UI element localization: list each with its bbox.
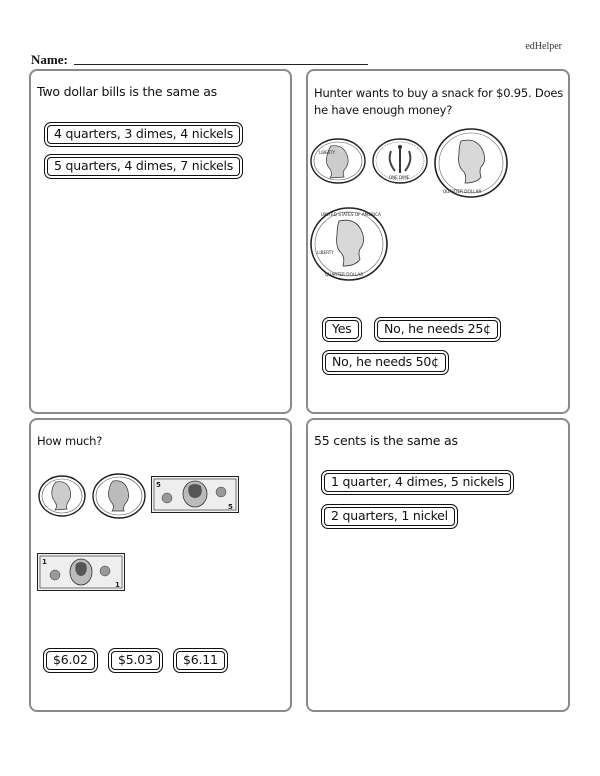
svg-text:ONE DIME: ONE DIME (389, 175, 410, 180)
dime-icon (37, 474, 87, 518)
question-text: How much? (37, 434, 103, 448)
dime-icon (309, 137, 367, 185)
svg-text:QUARTER DOLLAR: QUARTER DOLLAR (443, 189, 482, 194)
question-panel-2 (306, 69, 570, 414)
question-text: Two dollar bills is the same as (37, 84, 217, 99)
dime-reverse-icon (371, 137, 429, 185)
five-dollar-bill-icon (151, 476, 239, 513)
svg-text:UNITED STATES OF AMERICA: UNITED STATES OF AMERICA (321, 212, 381, 217)
svg-text:LIBERTY: LIBERTY (317, 250, 334, 255)
answer-option[interactable]: $6.02 (43, 648, 98, 673)
answer-option[interactable]: 2 quarters, 1 nickel (321, 504, 458, 529)
answer-option[interactable]: 5 quarters, 4 dimes, 7 nickels (44, 154, 243, 179)
svg-text:QUARTER DOLLAR: QUARTER DOLLAR (325, 272, 364, 277)
quarter-icon (309, 206, 389, 282)
question-panel-4 (306, 418, 570, 712)
answer-option[interactable]: Yes (322, 317, 362, 342)
quarter-icon (433, 127, 509, 199)
question-panel-3 (29, 418, 292, 712)
answer-option[interactable]: 4 quarters, 3 dimes, 4 nickels (44, 122, 243, 147)
answer-option[interactable]: $5.03 (108, 648, 163, 673)
svg-text:5: 5 (228, 503, 233, 511)
question-text: 55 cents is the same as (314, 433, 458, 448)
svg-text:1: 1 (42, 558, 47, 566)
svg-text:1: 1 (115, 581, 120, 589)
svg-text:LIBERTY: LIBERTY (319, 150, 336, 155)
answer-option[interactable]: 1 quarter, 4 dimes, 5 nickels (321, 470, 514, 495)
brand-label: edHelper (525, 41, 562, 52)
question-panel-1 (29, 69, 292, 414)
one-dollar-bill-icon (37, 553, 125, 591)
penny-icon (91, 472, 147, 520)
answer-option[interactable]: $6.11 (173, 648, 228, 673)
answer-option[interactable]: No, he needs 25¢ (374, 317, 501, 342)
question-text: Hunter wants to buy a snack for $0.95. Does he have enough money? (314, 86, 564, 117)
name-label: Name: (31, 52, 68, 67)
svg-text:5: 5 (156, 481, 161, 489)
answer-option[interactable]: No, he needs 50¢ (322, 350, 449, 375)
name-line (74, 64, 368, 65)
